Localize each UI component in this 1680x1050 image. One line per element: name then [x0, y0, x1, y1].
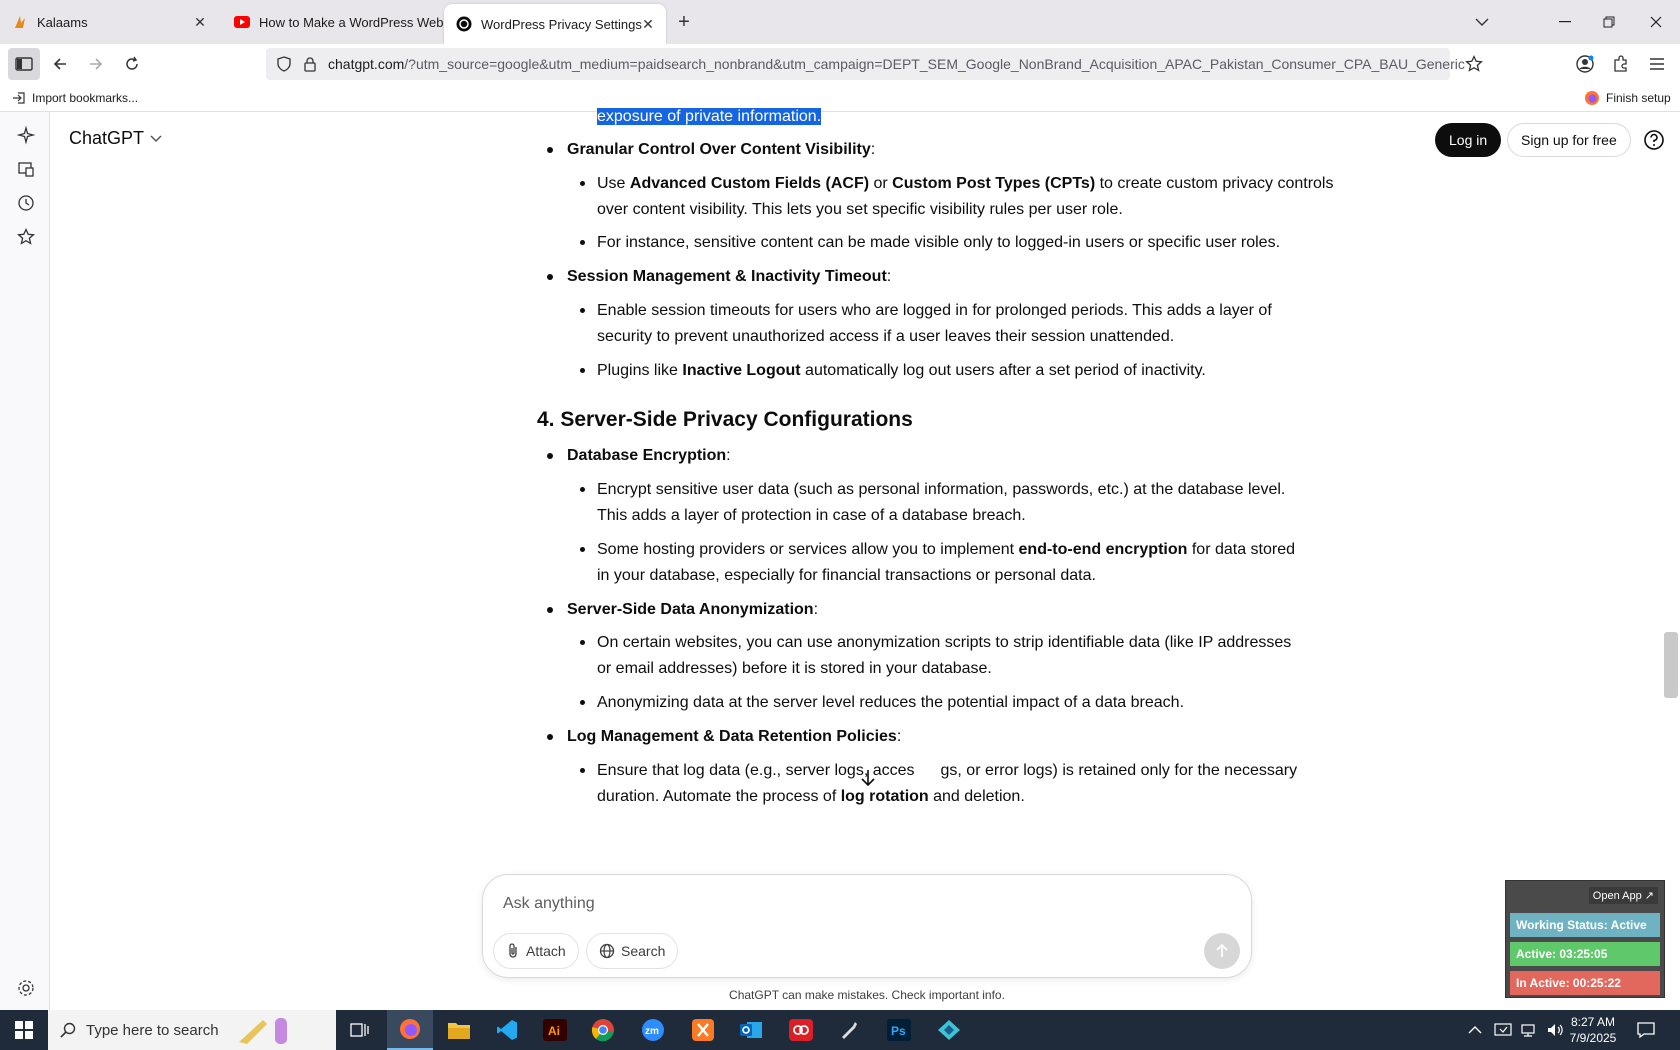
colon: : [726, 447, 731, 464]
customize-sidebar-gear-icon[interactable] [15, 977, 37, 999]
svg-text:Ps: Ps [891, 1024, 906, 1038]
sign-up-button[interactable]: Sign up for free [1507, 123, 1631, 157]
list-item: Anonymizing data at the server level reduces the potential impact of a data breach. [597, 689, 1184, 717]
ethernet-icon[interactable] [1520, 1022, 1538, 1038]
text: gs, or error logs) is retained only for the necessary [940, 762, 1298, 779]
list-item [567, 136, 875, 164]
list-item [597, 170, 1333, 198]
list-item [597, 757, 1297, 785]
search-label: Search [621, 943, 666, 959]
pen-tool-icon[interactable] [826, 1010, 872, 1050]
send-button[interactable] [1204, 933, 1240, 969]
firefox-logo-icon [1584, 90, 1600, 106]
disclaimer: ChatGPT can make mistakes. Check important info. [729, 988, 1005, 1002]
svg-text:Ai: Ai [548, 1024, 560, 1038]
list-item: Encrypt sensitive user data (such as personal information, passwords, etc.) at the database level. [597, 476, 1285, 504]
composer-input[interactable]: Ask anything [503, 895, 595, 912]
arrow-up-icon [1215, 943, 1229, 959]
svg-text:zm: zm [645, 1026, 659, 1037]
bookmarks-star-icon[interactable] [15, 226, 37, 248]
open-app-button[interactable]: Open App ↗ [1589, 887, 1658, 904]
arrow-left-icon [52, 56, 68, 72]
globe-icon [599, 943, 615, 959]
shield-icon[interactable] [276, 56, 292, 72]
text: for data stored [1187, 541, 1296, 558]
taskbar-search[interactable] [48, 1010, 336, 1050]
list-item-title: Database Encryption [567, 447, 727, 464]
scrollbar-thumb[interactable] [1664, 632, 1678, 698]
outlook-icon[interactable] [728, 1010, 774, 1050]
chevron-down-icon [150, 135, 162, 143]
tab-kalaams[interactable] [0, 0, 222, 44]
import-bookmarks-label: Import bookmarks... [32, 90, 139, 105]
list-item [567, 596, 818, 624]
list-item-title: Session Management & Inactivity Timeout [567, 268, 887, 285]
text-line: security to prevent unauthorized access if a user leaves their session unattended. [597, 328, 1175, 345]
section-heading: 4. Server-Side Privacy Configurations [537, 408, 913, 431]
tab-label: Kalaams [37, 14, 88, 30]
chatgpt-favicon-icon [456, 16, 472, 32]
arrow-down-icon [859, 768, 877, 788]
paperclip-icon [506, 943, 520, 959]
tab-wordpress-privacy[interactable] [444, 4, 666, 44]
network-status-icon[interactable] [1494, 1022, 1512, 1038]
scroll-to-bottom-button[interactable] [856, 766, 880, 790]
photoshop-icon[interactable] [876, 1010, 922, 1050]
account-button[interactable] [1568, 48, 1602, 80]
app-diamond-icon[interactable] [926, 1010, 972, 1050]
colon: : [896, 728, 902, 745]
reload-button[interactable] [115, 48, 149, 80]
working-status: Working Status: Active [1510, 913, 1660, 937]
tab-bar [0, 0, 1680, 44]
finish-setup-button[interactable] [1584, 90, 1671, 106]
attach-label: Attach [526, 943, 566, 959]
sidebar-icon [8, 48, 40, 80]
clock-time: 8:27 AM [1570, 1015, 1616, 1029]
bold-text: Advanced Custom Fields (ACF) [629, 175, 870, 192]
attach-button[interactable] [493, 933, 579, 969]
text-line: over content visibility. This lets you set specific visibility rules per user role. [597, 201, 1123, 218]
notifications-icon[interactable] [1636, 1010, 1656, 1050]
clock-date: 7/9/2025 [1569, 1031, 1617, 1045]
close-tab-icon[interactable]: ✕ [642, 15, 654, 32]
vscode-icon[interactable] [484, 1010, 530, 1050]
colon: : [870, 141, 876, 158]
search-icon [60, 1022, 76, 1038]
colon: : [886, 268, 892, 285]
illustrator-icon[interactable] [532, 1010, 578, 1050]
text: Use [597, 175, 630, 192]
puzzle-icon [1612, 55, 1630, 73]
chevron-up-icon[interactable] [1468, 1025, 1482, 1035]
text: Some hosting providers or services allow you to implement [597, 541, 1019, 558]
list-item [597, 536, 1295, 564]
taskbar-search-placeholder: Type here to search [86, 1021, 219, 1039]
tab-youtube[interactable] [222, 0, 444, 44]
new-tab-icon[interactable]: + [678, 10, 690, 33]
time-tracker-widget [1505, 880, 1665, 998]
text: or [869, 175, 893, 192]
restore-icon[interactable] [1587, 0, 1631, 44]
text-line: This adds a layer of protection in case of a database breach. [597, 507, 1026, 524]
colon: : [813, 601, 819, 618]
bookmarks-bar [0, 84, 1680, 112]
ai-chatbot-icon[interactable] [15, 124, 37, 146]
list-item [597, 357, 1206, 385]
list-item [567, 263, 891, 291]
task-view-icon[interactable] [337, 1010, 383, 1050]
file-explorer-icon[interactable] [436, 1010, 482, 1050]
import-bookmarks-button[interactable] [12, 91, 138, 105]
history-icon[interactable] [15, 192, 37, 214]
search-highlight-illustration-icon [233, 1012, 293, 1048]
tab-label: WordPress Privacy Settings [481, 16, 642, 32]
list-item: On certain websites, you can use anonymization scripts to strip identifiable data (like IP addresses [597, 629, 1291, 657]
taskbar [0, 1010, 1680, 1050]
text: Plugins like [597, 362, 683, 379]
text-line: or email addresses) before it is stored in your database. [597, 660, 992, 677]
clock[interactable] [1558, 1014, 1628, 1046]
system-tray [1468, 1010, 1564, 1050]
url-host: chatgpt.com [328, 56, 405, 72]
close-tab-icon[interactable]: ✕ [194, 13, 206, 30]
list-item-title: Server-Side Data Anonymization [567, 601, 814, 618]
account-icon [1576, 55, 1594, 73]
bold-text: end-to-end encryption [1018, 541, 1188, 558]
chrome-icon[interactable] [580, 1010, 626, 1050]
list-item-title: Log Management & Data Retention Policies [567, 728, 897, 745]
highlighted-text: exposure of private information. [597, 108, 822, 125]
menu-button[interactable] [1640, 48, 1674, 80]
arrow-right-icon [88, 56, 104, 72]
text-line [597, 783, 1025, 811]
reload-icon [124, 56, 140, 72]
text: to create custom privacy controls [1095, 175, 1334, 192]
url-text[interactable] [328, 56, 1465, 72]
start-button[interactable] [0, 1010, 48, 1050]
import-icon [12, 91, 26, 105]
youtube-favicon-icon [234, 14, 250, 30]
list-all-tabs-icon[interactable] [1460, 0, 1504, 44]
help-icon[interactable] [1643, 129, 1665, 151]
kalaams-favicon-icon [12, 14, 28, 30]
text-line: in your database, especially for financial transactions or personal data. [597, 567, 1096, 584]
inactive-time: In Active: 00:25:22 [1510, 971, 1660, 995]
forward-button[interactable] [79, 48, 113, 80]
list-item [567, 723, 901, 751]
address-bar[interactable] [266, 48, 1465, 80]
close-window-icon[interactable] [1634, 0, 1678, 44]
page-title: ChatGPT [69, 128, 145, 148]
synced-tabs-icon[interactable] [15, 158, 37, 180]
url-path: /?utm_source=google&utm_medium=paidsearch_nonbrand&utm_campaign=DEPT_SEM_Google_NonBrand_Acquisition_APAC_Pakistan_Consumer_CPA_BAU_Generic [404, 56, 1465, 72]
bookmark-star-icon[interactable] [1465, 55, 1483, 73]
browser-sidebar [0, 112, 50, 1010]
chatgpt-page [51, 108, 1665, 1010]
bold-text: Custom Post Types (CPTs) [892, 175, 1096, 192]
text: automatically log out users after a set period of inactivity. [800, 362, 1206, 379]
lock-icon[interactable] [302, 56, 318, 72]
active-time: Active: 03:25:05 [1510, 942, 1660, 966]
tab-label: How to Make a WordPress Web [259, 14, 444, 30]
firefox-taskbar-icon[interactable] [387, 1010, 433, 1050]
list-item: Enable session timeouts for users who are logged in for prolonged periods. This adds a layer of [597, 297, 1272, 325]
message-composer[interactable] [482, 874, 1252, 978]
model-selector[interactable] [69, 128, 162, 149]
text: Ensure that log data (e.g., server logs, acces [597, 762, 915, 779]
windows-logo-icon [15, 1021, 33, 1039]
xampp-icon[interactable] [680, 1010, 726, 1050]
sidebar-toggle-button[interactable] [8, 48, 40, 80]
search-button[interactable] [586, 933, 678, 969]
log-in-button[interactable]: Log in [1435, 123, 1501, 157]
text: duration. Automate the process of [597, 788, 841, 805]
bold-text: log rotation [840, 788, 929, 805]
creative-cloud-icon[interactable] [778, 1010, 824, 1050]
list-item: For instance, sensitive content can be made visible only to logged-in users or specific user roles. [597, 229, 1280, 257]
finish-setup-label: Finish setup [1606, 90, 1671, 105]
extensions-button[interactable] [1604, 48, 1638, 80]
zoom-icon[interactable] [630, 1010, 676, 1050]
hamburger-icon [1649, 57, 1665, 71]
text: and deletion. [928, 788, 1025, 805]
selected-text [597, 103, 821, 131]
bold-text: Inactive Logout [682, 362, 801, 379]
back-button[interactable] [43, 48, 77, 80]
list-item-title: Granular Control Over Content Visibility [567, 141, 871, 158]
minimize-icon[interactable] [1543, 0, 1587, 44]
list-item [567, 442, 731, 470]
